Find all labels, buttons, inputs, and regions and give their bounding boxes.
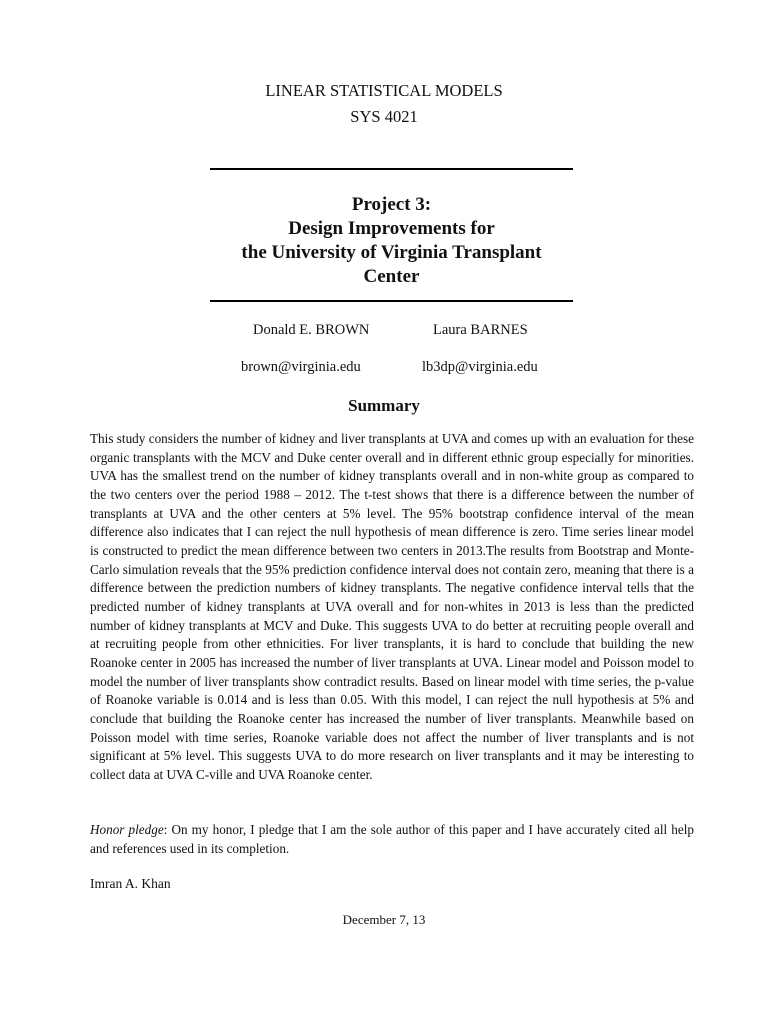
project-title: [150, 193, 633, 289]
honor-pledge: [90, 820, 694, 858]
document-date: December 7, 13: [342, 912, 426, 927]
pledge-author: Imran A. Khan: [90, 876, 171, 891]
author-email: brown@virginia.edu: [241, 359, 361, 375]
project-title-line: the University of Virginia Transplant: [241, 242, 542, 263]
project-title-line: Project 3:: [351, 194, 432, 215]
title-bottom-rule: [210, 300, 573, 302]
author-name: Donald E. BROWN: [253, 322, 370, 338]
course-code: SYS 4021: [350, 107, 418, 126]
project-title-line: Center: [363, 266, 420, 287]
author-name: Laura BARNES: [433, 322, 528, 338]
summary-heading: Summary: [348, 396, 420, 415]
honor-pledge-label: Honor pledge: [90, 822, 164, 837]
author-email: lb3dp@virginia.edu: [422, 359, 538, 375]
course-title: LINEAR STATISTICAL MODELS: [265, 81, 503, 100]
honor-pledge-text: : On my honor, I pledge that I am the sole author of this paper and I have accurately cited all help and references used in its completion.: [90, 822, 694, 856]
project-title-line: Design Improvements for: [288, 218, 495, 239]
title-top-rule: [210, 168, 573, 170]
summary-paragraph: This study considers the number of kidney and liver transplants at UVA and comes up with an evaluation for these organic transplants with the MCV and Duke center overall and in different ethnic group especially for minorities. UVA has the smallest trend on the number of kidney transplants overall and in non-white group as compared to the two centers over the period 1988 – 2012. The t-test shows that there is a difference between the number of transplants at UVA and the other centers at 5% level. The 95% bootstrap confidence interval of the mean difference also indicates that I can reject the null hypothesis of mean difference is zero. Time series linear model is constructed to predict the mean difference between two centers in 2013.The results from Bootstrap and Monte-Carlo simulation reveals that the 95% prediction confidence interval does not contain zero, meaning that there is a difference between the prediction numbers of kidney transplants. The negative confidence interval tells that the predicted number of kidney transplants at UVA overall and for non-whites in 2013 is less than the predicted number of kidney transplants at MCV and Duke. This suggests UVA to do better at recruiting people overall and at recruiting people from other ethnicities. For liver transplants, it is hard to conclude that building the new Roanoke center in 2005 has increased the number of liver transplants at UVA. Linear model and Poisson model to model the number of liver transplants show contradict results. Based on linear model with time series, the p-value of Roanoke variable is 0.014 and is less than 0.05. With this model, I can reject the null hypothesis at 5% and conclude that building the Roanoke center has increased the number of liver transplants. Meanwhile based on Poisson model with time series, Roanoke variable does not affect the number of liver transplants and is not significant at 5% level. This suggests UVA to do more research on liver transplants and it may be interesting to collect data at UVA C-ville and UVA Roanoke center.: [90, 431, 694, 782]
